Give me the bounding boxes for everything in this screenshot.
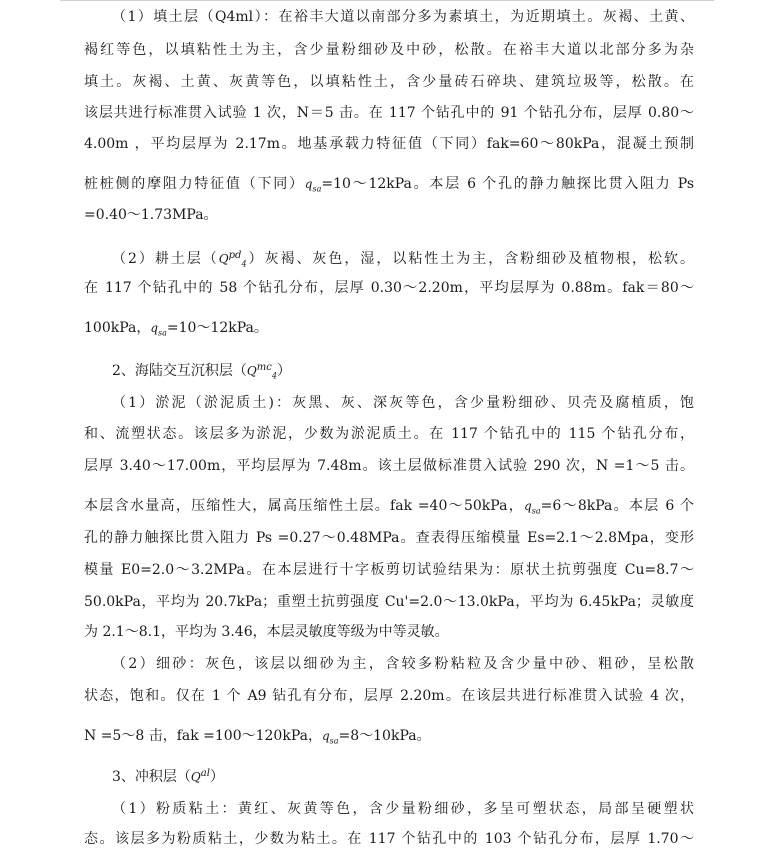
text-line: 在 117 个钻孔中的 58 个钻孔分布，层厚 0.30～2.20m，平均层厚为 0.88m。fak＝80～ bbox=[84, 280, 694, 296]
text-line: 本层含水量高，压缩性大，属高压缩性土层。fak =40～50kPa，$q_{sa}=6\sim 8kPa$。本层 6 个 bbox=[84, 498, 694, 516]
formula-symbol: $q_{sa}$ bbox=[524, 499, 541, 516]
formula-symbol: $q_{sa}$ bbox=[321, 729, 339, 746]
text-line: 和、流塑状态。该层多为淤泥，少数为淤泥质土。在 117 个钻孔中的 115 个钻孔分布， bbox=[84, 426, 694, 442]
page-top-border bbox=[60, 0, 714, 1]
text-line: =0.40～1.73MPa。 bbox=[84, 207, 218, 223]
text-line: 填土。灰褐、土黄、灰黄等色，以填粘性土，含少量砖石碎块、建筑垃圾等，松散。在 bbox=[84, 74, 694, 90]
text-line: 模量 E0=2.0～3.2MPa。在本层进行十字板剪切试验结果为：原状土抗剪强度 Cu=8.7～ bbox=[84, 562, 694, 578]
formula-symbol: $Q^{pd}_4$ bbox=[218, 250, 247, 269]
formula-symbol: $q_{sa}$ bbox=[304, 177, 322, 194]
text-line: 50.0kPa，平均为 20.7kPa；重塑土抗剪强度 Cu'=2.0～13.0kPa，平均为 6.45kPa；灵敏度 bbox=[84, 594, 694, 610]
text-line: 桩桩侧的摩阻力特征值（下同）$q_{sa}=10\sim 12kPa$。本层 6 个孔的静力触探比贯入阻力 Ps bbox=[84, 176, 695, 194]
text-line: 100kPa，$q_{sa}=10\sim 12kPa$。 bbox=[84, 320, 268, 338]
formula-symbol: $Q^{mc}_4$ bbox=[246, 362, 277, 381]
text-line: 为 2.1～8.1，平均为 3.46，本层灵敏度等级为中等灵敏。 bbox=[84, 624, 449, 640]
text-line: 该层共进行标准贯入试验 1 次，N＝5 击。在 117 个钻孔中的 91 个钻孔分布，层厚 0.80～ bbox=[84, 105, 694, 121]
text-line: 层厚 3.40～17.00m，平均层厚为 7.48m。该土层做标准贯入试验 290 次，N =1～5 击。 bbox=[84, 458, 694, 474]
text-line: （1）粉质粘土：黄红、灰黄等色，含少量粉细砂，多呈可塑状态，局部呈硬塑状 bbox=[112, 801, 694, 817]
section-heading: 3、冲积层$(Q^{al})$ bbox=[112, 768, 224, 785]
text-line: N =5～8 击，fak =100～120kPa，$q_{sa}=8\sim 10kPa$。 bbox=[84, 728, 431, 746]
formula-symbol: $q_{sa}$ bbox=[150, 321, 167, 338]
text-line: （2）细砂：灰色，该层以细砂为主，含较多粉粘粒及含少量中砂、粗砂，呈松散 bbox=[112, 656, 694, 672]
text-line: （1）填土层（Q4ml）：在裕丰大道以南部分多为素填土，为近期填土。灰褐、土黄、 bbox=[112, 9, 694, 25]
text-line: 态。该层多为粉质粘土，少数为粘土。在 117 个钻孔中的 103 个钻孔分布，层厚 1.70～ bbox=[84, 831, 694, 847]
text-line: 褐红等色，以填粘性土为主，含少量粉细砂及中砂，松散。在裕丰大道以北部分多为杂 bbox=[84, 42, 694, 58]
section-heading: 2、海陆交互沉积层$(Q^{mc}_4)$ bbox=[112, 362, 291, 381]
text-line: 4.00m ，平均层厚为 2.17m。地基承载力特征值（下同）fak=60～80kPa，混凝土预制 bbox=[84, 136, 694, 152]
text-line: 状态，饱和。仅在 1 个 A9 钻孔有分布，层厚 2.20m。在该层共进行标准贯入试验 4 次， bbox=[84, 688, 694, 704]
text-line: 孔的静力触探比贯入阻力 Ps =0.27～0.48MPa。查表得压缩模量 Es=2.1～2.8Mpa，变形 bbox=[84, 530, 694, 546]
text-line: （2）耕土层$(Q^{pd}_4)$灰褐、灰色，湿，以粘性土为主，含粉细砂及植物根，松软。 bbox=[112, 250, 694, 269]
formula-symbol: $Q^{al}$ bbox=[190, 768, 210, 784]
text-line: （1）淤泥（淤泥质土)：灰黑、灰、深灰等色，含少量粉细砂、贝壳及腐植质，饱 bbox=[112, 395, 694, 411]
